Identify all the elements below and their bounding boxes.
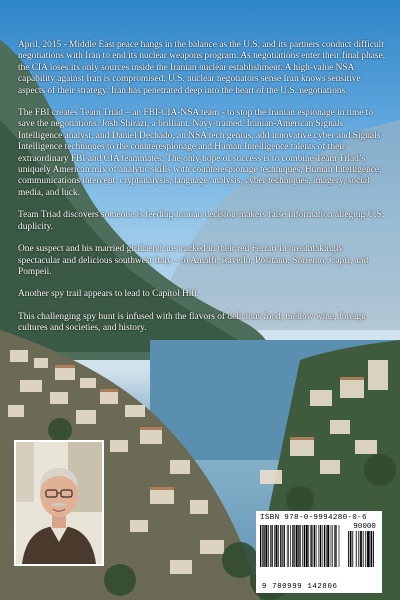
barcode-bar <box>265 525 267 567</box>
barcode-bar <box>263 525 264 567</box>
synopsis-paragraph: The FBI creates Team Triad – an FBI-CIA-NSA team - to stop the Iranian espionage in time to save the negotiations. Josh Shirazi, a brilliant, Navy-trained, Iranian-American Signals Intelligence analyst, and Daniel Dechado, an NSA tech genius, add innovative cyber and Signals Intelligence techniques to the counterespionage and Human Intelligence talents of their extraordinary FBI and CIA teammates. The only hope of success is to combine Team Triad’s uniquely American mix of analytic skills with counterespionage techniques, Human Intelligence, communications intercept, cryptanalysis, language analysis, cyber techniques, imagery, social media, and luck. <box>18 108 382 198</box>
barcode-bar <box>292 525 293 567</box>
barcode-bar <box>322 525 323 567</box>
barcode-addon-bar <box>358 531 359 567</box>
barcode-bar <box>262 525 263 567</box>
barcode-bar <box>302 525 303 567</box>
barcode-bar <box>284 525 285 567</box>
barcode-addon-bar <box>365 531 366 567</box>
barcode-bar <box>300 525 301 567</box>
isbn-barcode <box>256 511 382 593</box>
barcode-addon-bar <box>348 531 349 567</box>
barcode-addon-bar <box>350 531 352 567</box>
barcode-bar <box>282 525 283 567</box>
barcode-bar <box>268 525 269 567</box>
barcode-addon-bar <box>363 531 364 567</box>
author-photo <box>14 440 104 566</box>
synopsis-paragraph: Team Triad discovers someone is feeding Iranian decision-makers false information alleging U.S. duplicity. <box>18 210 385 232</box>
barcode-bar <box>304 525 305 567</box>
barcode-bar <box>288 525 289 567</box>
barcode-bar <box>260 525 261 567</box>
barcode-bar <box>308 525 309 567</box>
barcode-bar <box>287 525 288 567</box>
barcode-bar <box>314 525 315 567</box>
barcode-number: 9 780999 142806 <box>262 583 338 591</box>
barcode-bar <box>332 525 333 567</box>
barcode-bar <box>326 525 327 567</box>
barcode-bar <box>270 525 271 567</box>
barcode-bar <box>324 525 325 567</box>
barcode-bar <box>296 525 298 567</box>
synopsis-paragraph: This challenging spy hunt is infused with the flavors of delicious food, mellow wine, foreign cultures and societies, and history. <box>18 311 366 334</box>
synopsis-paragraph: Another spy trail appears to lead to Capitol Hill. <box>18 289 199 300</box>
barcode-bar <box>275 525 277 567</box>
price-code: 90000 <box>353 523 376 531</box>
barcode-bars <box>260 523 378 579</box>
barcode-bar <box>310 525 311 567</box>
barcode-addon-bar <box>367 531 370 567</box>
barcode-addon-bar <box>356 531 357 567</box>
author-portrait-icon <box>16 442 102 564</box>
synopsis-paragraph: April, 2015 - Middle East peace hangs in the balance as the U.S. and its partners conduct difficult negotiations with Iran to end its nuclear weapons program. As negotiations enter their final phase, the CIA loses its only sources inside the Iranian nuclear establishment. A high-value NSA capability against Iran is compromised. U.S. nuclear negotiators sense Iran knows sensitive aspects of their strategy. Iran has penetrated deep into the heart of the U.S. negotiations. <box>18 40 386 96</box>
synopsis-paragraph: One suspect and his married girlfriend are tracked in their red Ferrari in breathtakingly spectacular and delicious southwest Italy – to Amalfi, Ravello, Positano, Sorrento, Capri, and Pompeii. <box>18 244 369 277</box>
barcode-bar <box>298 525 299 567</box>
barcode-bar <box>335 525 336 567</box>
barcode-bar <box>320 525 321 567</box>
barcode-bar <box>274 525 275 567</box>
barcode-bar <box>312 525 313 567</box>
barcode-bar <box>306 525 308 567</box>
barcode-addon-bar <box>371 531 373 567</box>
back-cover-synopsis <box>18 40 386 346</box>
barcode-bar <box>290 525 291 567</box>
barcode-bar <box>280 525 281 567</box>
barcode-bar <box>278 525 279 567</box>
isbn-text: ISBN 978-0-9994280-0-6 <box>260 514 367 522</box>
barcode-addon-bar <box>352 531 353 567</box>
barcode-addon-bar <box>360 531 362 567</box>
barcode-bar <box>316 525 317 567</box>
barcode-bar <box>271 525 272 567</box>
barcode-bar <box>318 525 319 567</box>
barcode-bar <box>334 525 335 567</box>
barcode-bar <box>339 525 340 567</box>
barcode-bar <box>327 525 329 567</box>
barcode-bar <box>294 525 295 567</box>
barcode-addon-bar <box>373 531 374 567</box>
barcode-bar <box>331 525 332 567</box>
